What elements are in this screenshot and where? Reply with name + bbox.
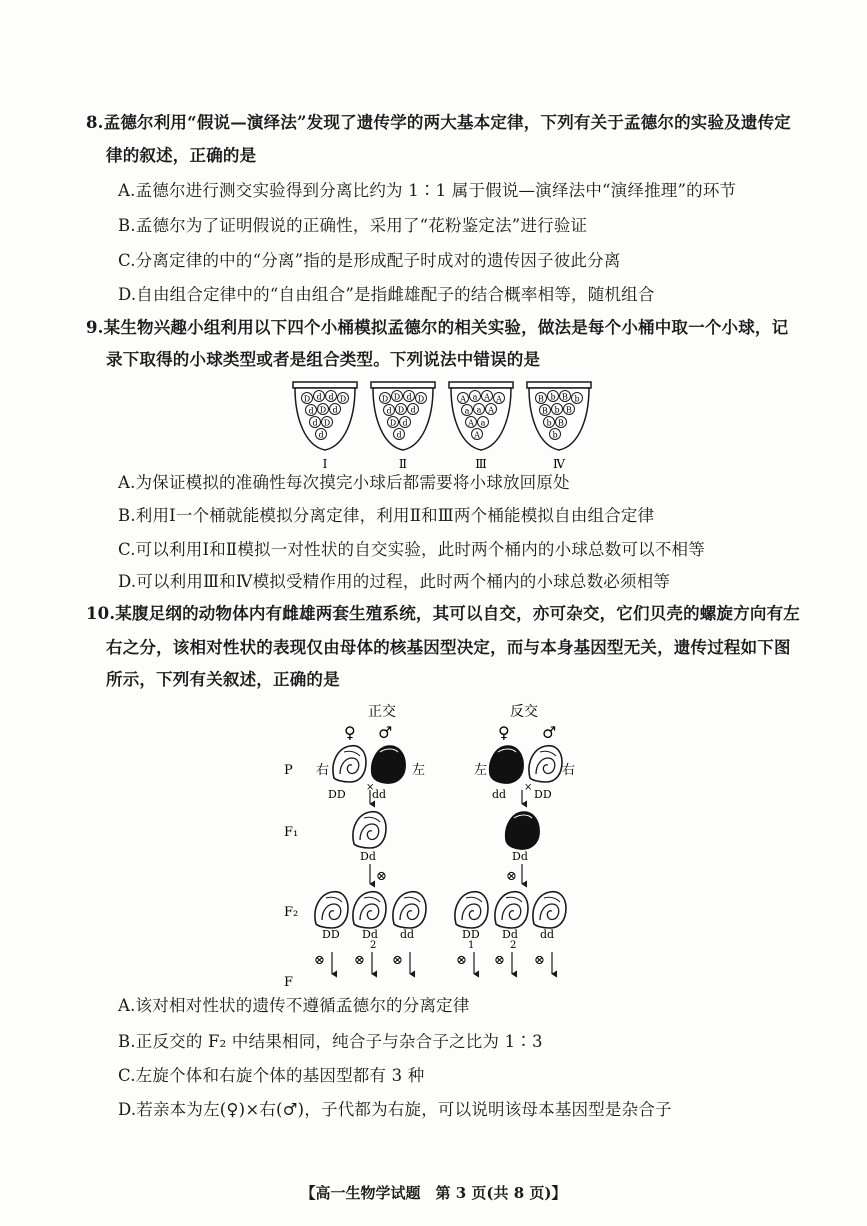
- ball-label: a: [476, 405, 482, 415]
- self-cross-symbol: ⊗: [534, 953, 545, 968]
- gen-label-p: P: [284, 763, 293, 778]
- ball-label: B: [558, 418, 564, 428]
- genotype-dd-dominant: DD: [322, 928, 340, 941]
- shell-right-icon: [393, 892, 426, 928]
- ball-label: D: [417, 394, 425, 404]
- ball-label: A: [484, 392, 490, 402]
- shell-right-icon: [529, 746, 562, 782]
- cross-symbol: ×: [524, 782, 533, 793]
- q10-option-d[interactable]: D.若亲本为左(♀)×右(♂)，子代都为右旋，可以说明该母本基因型是杂合子: [118, 1100, 672, 1119]
- shell-right-icon: [353, 812, 386, 848]
- ball-label: A: [468, 418, 474, 428]
- ball-label: b: [552, 430, 558, 440]
- self-cross-symbol: ⊗: [376, 869, 387, 884]
- q8-option-a[interactable]: A.孟德尔进行测交实验得到分离比约为 1∶1 属于假说—演绎法中“演绎推理”的环节: [118, 181, 737, 200]
- female-symbol: ♀: [344, 723, 356, 742]
- ball-label: d: [332, 405, 338, 415]
- q8-option-d[interactable]: D.自由组合定律中的“自由组合”是指雌雄配子的结合概率相等，随机组合: [118, 285, 655, 304]
- ball-label: d: [328, 392, 334, 402]
- ball-label: d: [318, 430, 324, 440]
- phenotype-left: 左: [412, 763, 426, 778]
- ball-label: d: [402, 418, 408, 428]
- ball-label: D: [389, 418, 397, 428]
- bucket-label: Ⅲ: [475, 457, 487, 471]
- ball-label: D: [303, 394, 311, 404]
- shell-left-icon: [506, 812, 539, 849]
- reverse-cross-title: 反交: [510, 704, 538, 720]
- shell-right-icon: [495, 892, 528, 928]
- ball-label: a: [472, 392, 478, 402]
- bucket-1: [293, 382, 357, 471]
- genotype-hetero: Dd: [362, 928, 378, 941]
- q9-option-d[interactable]: D.可以利用Ⅲ和Ⅳ模拟受精作用的过程，此时两个桶内的小球总数必须相等: [118, 572, 671, 591]
- page-footer: 【高一生物学试题 第 3 页(共 8 页)】: [300, 1184, 567, 1202]
- ball-label: b: [550, 392, 556, 402]
- shell-right-icon: [455, 892, 488, 928]
- shell-right-icon: [333, 746, 366, 782]
- self-cross-symbol: ⊗: [506, 869, 517, 884]
- ball-label: D: [381, 394, 389, 404]
- ball-label: B: [538, 394, 544, 404]
- q9-stem-line2: 录下取得的小球类型或者是组合类型。下列说法中错误的是: [106, 350, 541, 369]
- forward-cross-title: 正交: [368, 704, 396, 720]
- self-cross-symbol: ⊗: [494, 953, 505, 968]
- ball-label: d: [386, 406, 392, 416]
- male-symbol: ♂: [542, 723, 557, 742]
- q9-option-c[interactable]: C.可以利用Ⅰ和Ⅱ模拟一对性状的自交实验，此时两个桶内的小球总数可以不相等: [118, 540, 705, 559]
- ball-label: a: [480, 418, 486, 428]
- ball-label: A: [474, 430, 480, 440]
- ball-label: D: [323, 418, 331, 428]
- self-cross-symbol: ⊗: [392, 953, 403, 968]
- ball-label: d: [406, 392, 412, 402]
- shell-right-icon: [533, 892, 566, 928]
- ratio-2: 2: [370, 940, 377, 951]
- q9-option-b[interactable]: B.利用Ⅰ一个桶就能模拟分离定律，利用Ⅱ和Ⅲ两个桶能模拟自由组合定律: [118, 506, 655, 525]
- genotype-hetero: Dd: [502, 928, 518, 941]
- phenotype-right: 右: [562, 763, 576, 778]
- ball-label: B: [542, 406, 548, 416]
- cross-symbol: ×: [366, 782, 375, 793]
- self-cross-symbol: ⊗: [456, 953, 467, 968]
- ball-label: d: [308, 406, 314, 416]
- genotype-hetero: Dd: [360, 850, 376, 863]
- ratio-2: 2: [510, 940, 517, 951]
- gen-label-f2: F₂: [284, 905, 299, 920]
- gen-label-f1: F₁: [284, 825, 299, 840]
- ball-label: A: [488, 405, 494, 415]
- q8-stem-line1: 8.孟德尔利用“假说—演绎法”发现了遗传学的两大基本定律，下列有关于孟德尔的实验及遗传定: [86, 113, 792, 132]
- ratio-1: 1: [468, 940, 475, 951]
- self-cross-symbol: ⊗: [354, 953, 365, 968]
- bucket-2: [371, 382, 435, 471]
- bucket-4: [527, 382, 591, 471]
- q9-stem-line1: 9.某生物兴趣小组利用以下四个小桶模拟孟德尔的相关实验，做法是每个小桶中取一个小球，记: [86, 318, 789, 337]
- shell-left-icon: [490, 746, 523, 783]
- q10-stem-line3: 所示，下列有关叙述，正确的是: [106, 670, 340, 689]
- self-cross-symbol: ⊗: [314, 953, 325, 968]
- male-symbol: ♂: [378, 723, 393, 742]
- genotype-hetero: Dd: [512, 850, 528, 863]
- bucket-label: Ⅰ: [322, 457, 328, 471]
- gen-label-f: F: [284, 975, 294, 990]
- ball-label: d: [312, 418, 318, 428]
- f2-self-cross-arrows: [314, 952, 552, 974]
- shell-right-icon: [315, 892, 348, 928]
- ball-label: b: [554, 405, 560, 415]
- ball-label: b: [546, 418, 552, 428]
- bucket-label: Ⅱ: [398, 457, 408, 471]
- ball-label: D: [397, 405, 405, 415]
- genotype-dd-recessive: dd: [372, 788, 387, 801]
- female-symbol: ♀: [498, 723, 510, 742]
- genotype-dd-dominant: DD: [534, 788, 552, 801]
- ball-label: A: [460, 394, 466, 404]
- genotype-dd-recessive: dd: [540, 928, 555, 941]
- q10-option-c[interactable]: C.左旋个体和右旋个体的基因型都有 3 种: [118, 1066, 425, 1085]
- genotype-dd-dominant: DD: [462, 928, 480, 941]
- ball-label: d: [410, 405, 416, 415]
- q10-stem-line1: 10.某腹足纲的动物体内有雌雄两套生殖系统，其可以自交，亦可杂交，它们贝壳的螺旋方向有左: [86, 604, 801, 623]
- q10-stem-line2: 右之分，该相对性状的表现仅由母体的核基因型决定，而与本身基因型无关，遗传过程如下图: [106, 638, 791, 657]
- ball-label: A: [496, 394, 502, 404]
- q10-option-a[interactable]: A.该对相对性状的遗传不遵循孟德尔的分离定律: [118, 996, 470, 1015]
- q8-option-b[interactable]: B.孟德尔为了证明假说的正确性，采用了“花粉鉴定法”进行验证: [118, 216, 588, 235]
- bucket-3: [449, 382, 513, 471]
- phenotype-right: 右: [316, 763, 330, 778]
- ball-label: B: [562, 392, 568, 402]
- phenotype-left: 左: [474, 763, 488, 778]
- shell-right-icon: [353, 892, 386, 928]
- snail-inheritance-diagram: [280, 698, 600, 990]
- genotype-dd-recessive: dd: [400, 928, 415, 941]
- q9-option-a[interactable]: A.为保证模拟的准确性每次摸完小球后都需要将小球放回原处: [118, 473, 570, 492]
- bucket-label: Ⅳ: [553, 457, 565, 471]
- q8-option-c[interactable]: C.分离定律的中的“分离”指的是形成配子时成对的遗传因子彼此分离: [118, 251, 621, 270]
- ball-label: d: [316, 392, 322, 402]
- genotype-dd-dominant: DD: [328, 788, 346, 801]
- ball-label: a: [464, 406, 470, 416]
- q10-option-b[interactable]: B.正反交的 F₂ 中结果相同，纯合子与杂合子之比为 1∶3: [118, 1032, 543, 1051]
- ball-label: D: [319, 405, 327, 415]
- genotype-dd-recessive: dd: [492, 788, 507, 801]
- ball-label: b: [574, 394, 580, 404]
- ball-label: B: [566, 405, 572, 415]
- shell-left-icon: [372, 746, 405, 783]
- ball-label: d: [396, 430, 402, 440]
- ball-label: D: [393, 392, 401, 402]
- q8-stem-line2: 律的叙述，正确的是: [106, 146, 257, 165]
- ball-label: D: [339, 394, 347, 404]
- bucket-figure: [285, 378, 595, 478]
